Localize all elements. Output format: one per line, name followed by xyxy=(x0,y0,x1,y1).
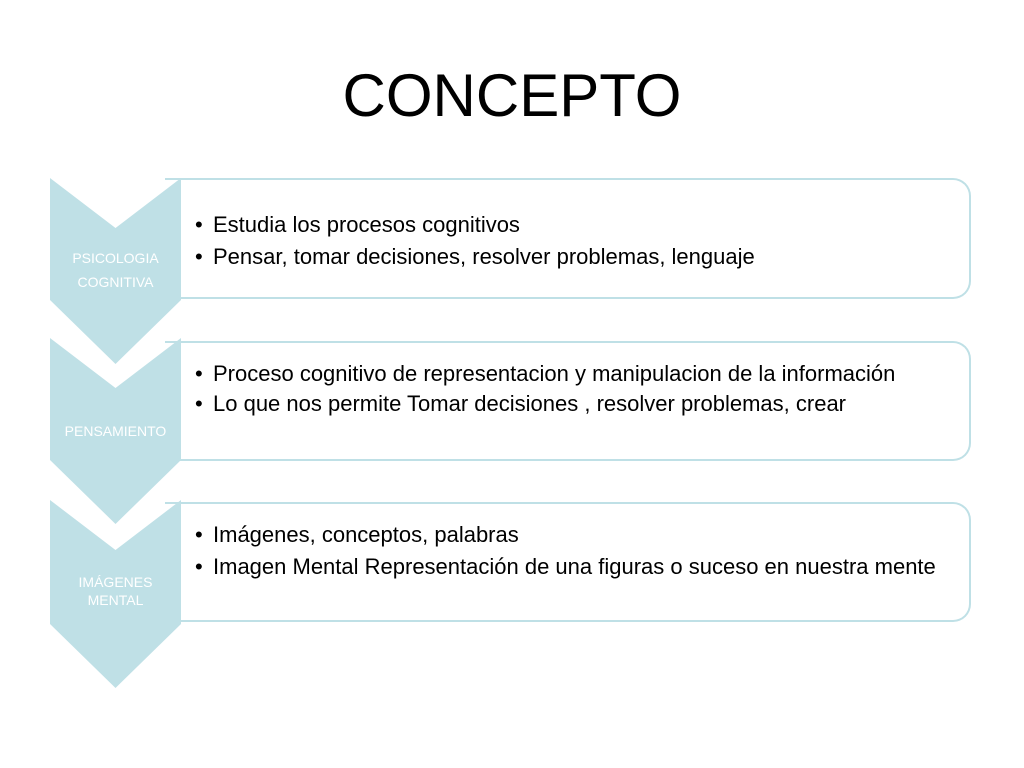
label-line: PENSAMIENTO xyxy=(64,423,167,439)
chevron-label-psicologia xyxy=(50,246,181,294)
bullet-text: Pensar, tomar decisiones, resolver problemas, lenguaje xyxy=(213,244,755,269)
bullet-item xyxy=(165,522,969,548)
bullet-list xyxy=(165,212,969,270)
bullet-text: Imágenes, conceptos, palabras xyxy=(213,522,519,547)
bullet-list xyxy=(165,361,969,417)
bullet-item xyxy=(165,212,969,238)
bullet-glyph: • xyxy=(195,554,203,579)
bullet-item xyxy=(165,554,969,580)
bullet-text: Lo que nos permite Tomar decisiones , resolver problemas, crear xyxy=(213,391,847,416)
content-box-pensamiento xyxy=(165,341,971,461)
content-box-psicologia xyxy=(165,178,971,299)
content-box-imagenes xyxy=(165,502,971,622)
bullet-list xyxy=(165,522,969,580)
bullet-text: Imagen Mental Representación de una figuras o suceso en nuestra mente xyxy=(213,554,936,579)
bullet-item xyxy=(165,391,969,417)
label-line: PSICOLOGIA xyxy=(72,250,159,266)
bullet-glyph: • xyxy=(195,244,203,269)
bullet-glyph: • xyxy=(195,391,203,416)
bullet-glyph: • xyxy=(195,361,203,386)
bullet-text: Proceso cognitivo de representacion y manipulacion de la información xyxy=(213,361,896,386)
slide-title: CONCEPTO xyxy=(342,62,682,129)
label-line: IMÁGENES xyxy=(78,574,153,590)
bullet-text: Estudia los procesos cognitivos xyxy=(213,212,520,237)
bullet-glyph: • xyxy=(195,212,203,237)
chevron-label-imagenes xyxy=(50,573,181,609)
label-line: MENTAL xyxy=(87,592,144,608)
bullet-glyph: • xyxy=(195,522,203,547)
bullet-item xyxy=(165,244,969,270)
label-line: COGNITIVA xyxy=(77,274,154,290)
chevron-label-pensamiento xyxy=(50,419,181,443)
bullet-item xyxy=(165,361,969,387)
